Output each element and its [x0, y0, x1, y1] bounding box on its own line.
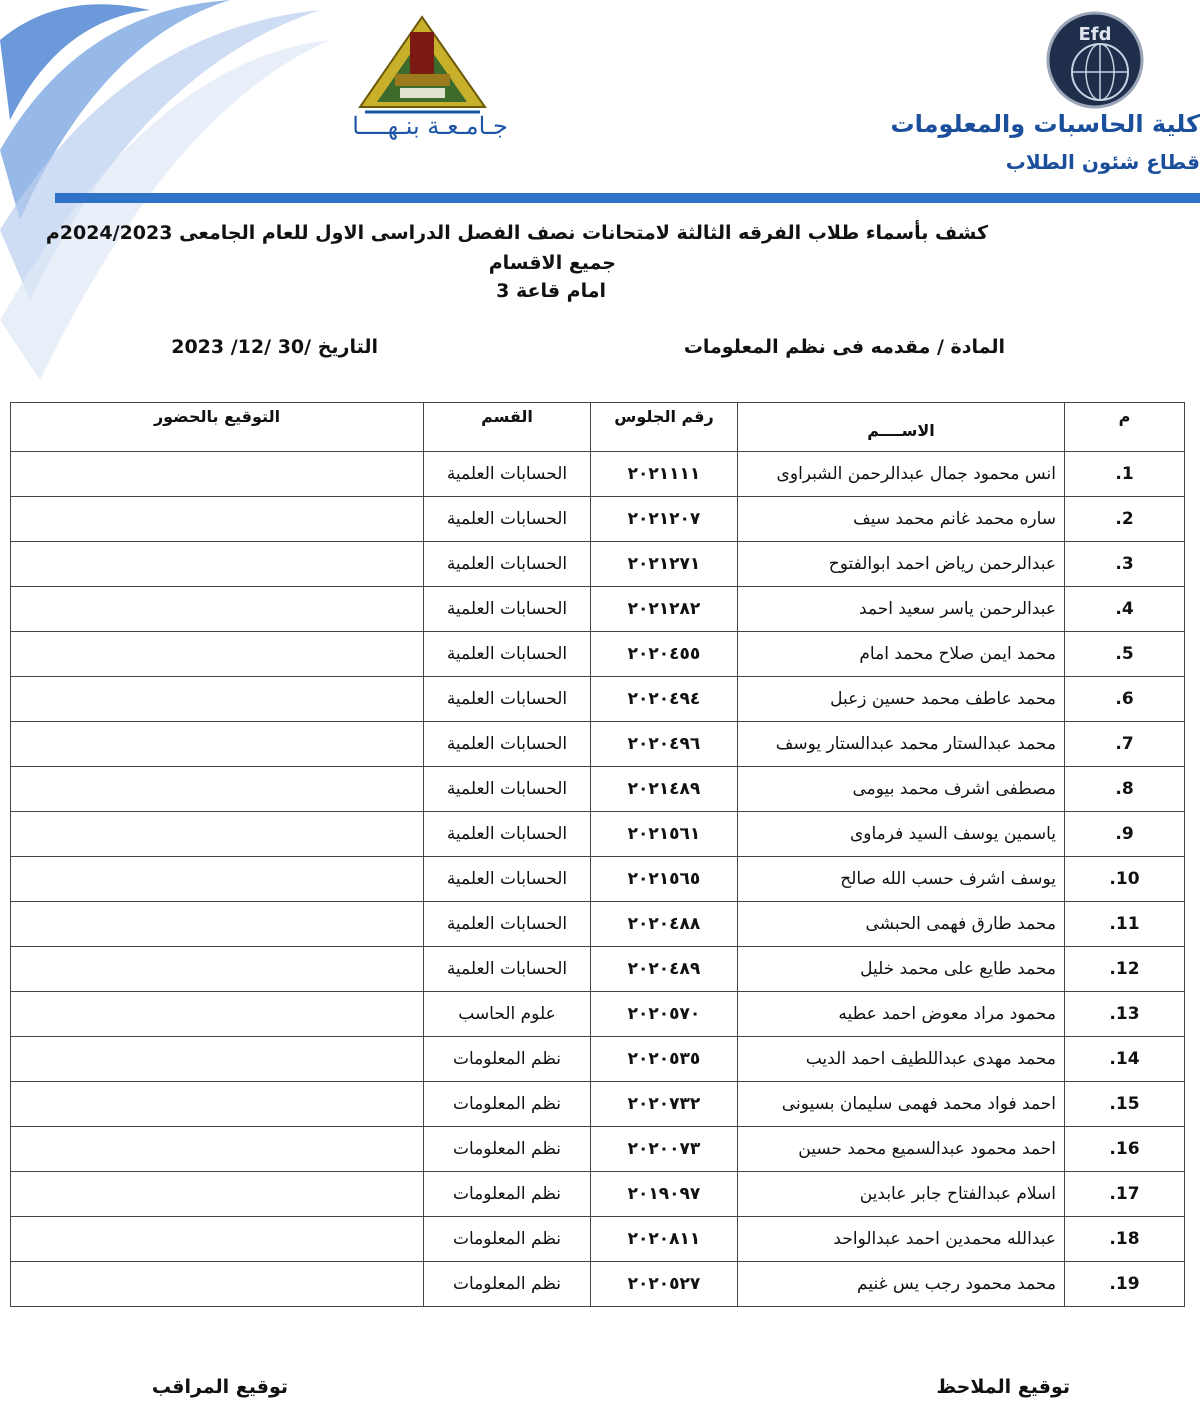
faculty-logo-text: Efd — [1078, 24, 1112, 45]
row-number: 15. — [1065, 1082, 1185, 1127]
student-name: مصطفى اشرف محمد بيومى — [738, 767, 1065, 812]
seat-number: ٢٠٢٠٠٧٣ — [591, 1127, 738, 1172]
document-header — [0, 0, 1200, 210]
row-number: 16. — [1065, 1127, 1185, 1172]
row-number: 14. — [1065, 1037, 1185, 1082]
table-row — [11, 812, 1185, 857]
row-number: 7. — [1065, 722, 1185, 767]
table-row — [11, 1127, 1185, 1172]
department: الحسابات العلمية — [424, 857, 591, 902]
student-name: محمد مهدى عبداللطيف احمد الديب — [738, 1037, 1065, 1082]
table-row — [11, 587, 1185, 632]
seat-number: ٢٠٢٠٤٨٩ — [591, 947, 738, 992]
seat-number: ٢٠٢١٥٦٥ — [591, 857, 738, 902]
student-name: احمد محمود عبدالسميع محمد حسين — [738, 1127, 1065, 1172]
table-row — [11, 767, 1185, 812]
attendance-signature-cell[interactable] — [11, 632, 424, 677]
department: الحسابات العلمية — [424, 452, 591, 497]
seat-number: ٢٠٢١٤٨٩ — [591, 767, 738, 812]
header-name — [738, 403, 1065, 452]
row-number: 9. — [1065, 812, 1185, 857]
attendance-signature-cell[interactable] — [11, 902, 424, 947]
student-name: ساره محمد غانم محمد سيف — [738, 497, 1065, 542]
student-name: محمد طايع على محمد خليل — [738, 947, 1065, 992]
attendance-signature-cell[interactable] — [11, 587, 424, 632]
seat-number: ٢٠٢٠٤٩٤ — [591, 677, 738, 722]
row-number: 10. — [1065, 857, 1185, 902]
header-seat-number: رقم الجلوس — [591, 403, 738, 452]
student-name: احمد فواد محمد فهمى سليمان بسيونى — [738, 1082, 1065, 1127]
attendance-signature-cell[interactable] — [11, 992, 424, 1037]
student-name: عبدالله محمدين احمد عبدالواحد — [738, 1217, 1065, 1262]
row-number: 17. — [1065, 1172, 1185, 1217]
attendance-signature-cell[interactable] — [11, 1082, 424, 1127]
attendance-signature-cell[interactable] — [11, 452, 424, 497]
department: الحسابات العلمية — [424, 812, 591, 857]
row-number: 1. — [1065, 452, 1185, 497]
student-name: ياسمين يوسف السيد فرماوى — [738, 812, 1065, 857]
faculty-name: كلية الحاسبات والمعلومات — [890, 110, 1200, 138]
university-name: جـامـعـة بنـهــــا — [352, 112, 508, 140]
department: الحسابات العلمية — [424, 677, 591, 722]
attendance-signature-cell[interactable] — [11, 1217, 424, 1262]
header-department: القسم — [424, 403, 591, 452]
student-name: اسلام عبدالفتاح جابر عابدين — [738, 1172, 1065, 1217]
department: الحسابات العلمية — [424, 587, 591, 632]
department: نظم المعلومات — [424, 1217, 591, 1262]
faculty-sub-title: قطاع شئون الطلاب — [1005, 150, 1200, 174]
table-row — [11, 1217, 1185, 1262]
table-row — [11, 902, 1185, 947]
table-row — [11, 1037, 1185, 1082]
department: نظم المعلومات — [424, 1037, 591, 1082]
table-body — [11, 452, 1185, 1307]
table-row — [11, 677, 1185, 722]
department: الحسابات العلمية — [424, 902, 591, 947]
table-row — [11, 452, 1185, 497]
subject-label: المادة / مقدمه فى نظم المعلومات — [683, 336, 1005, 358]
department: الحسابات العلمية — [424, 767, 591, 812]
table-row — [11, 497, 1185, 542]
attendance-signature-cell[interactable] — [11, 812, 424, 857]
seat-number: ٢٠٢١٥٦١ — [591, 812, 738, 857]
attendance-signature-cell[interactable] — [11, 1172, 424, 1217]
department: نظم المعلومات — [424, 1082, 591, 1127]
attendance-signature-cell[interactable] — [11, 767, 424, 812]
row-number: 12. — [1065, 947, 1185, 992]
row-number: 2. — [1065, 497, 1185, 542]
seat-number: ٢٠٢١٢٧١ — [591, 542, 738, 587]
row-number: 3. — [1065, 542, 1185, 587]
seat-number: ٢٠٢٠٤٥٥ — [591, 632, 738, 677]
department: نظم المعلومات — [424, 1262, 591, 1307]
benha-university-emblem — [355, 12, 490, 122]
header-num: م — [1065, 403, 1185, 452]
row-number: 5. — [1065, 632, 1185, 677]
department: نظم المعلومات — [424, 1127, 591, 1172]
date-label: التاريخ /30 /12/ 2023 — [171, 336, 378, 358]
seat-number: ٢٠٢٠٤٨٨ — [591, 902, 738, 947]
table-row — [11, 542, 1185, 587]
row-number: 19. — [1065, 1262, 1185, 1307]
seat-number: ٢٠١٩٠٩٧ — [591, 1172, 738, 1217]
row-number: 18. — [1065, 1217, 1185, 1262]
student-name: عبدالرحمن رياض احمد ابوالفتوح — [738, 542, 1065, 587]
department: الحسابات العلمية — [424, 542, 591, 587]
attendance-signature-cell[interactable] — [11, 857, 424, 902]
department: الحسابات العلمية — [424, 632, 591, 677]
header-name-text: الاســــم — [867, 421, 935, 440]
student-name: محمد عاطف محمد حسين زعبل — [738, 677, 1065, 722]
table-row — [11, 857, 1185, 902]
department: الحسابات العلمية — [424, 497, 591, 542]
table-row — [11, 947, 1185, 992]
seat-number: ٢٠٢١١١١ — [591, 452, 738, 497]
row-number: 4. — [1065, 587, 1185, 632]
student-name: عبدالرحمن ياسر سعيد احمد — [738, 587, 1065, 632]
title-line-2: جميع الاقسام — [488, 252, 616, 274]
department: علوم الحاسب — [424, 992, 591, 1037]
table-row — [11, 1262, 1185, 1307]
table-row — [11, 632, 1185, 677]
department: الحسابات العلمية — [424, 947, 591, 992]
supervisor-signature-label: توقيع المراقب — [151, 1376, 288, 1398]
attendance-signature-cell[interactable] — [11, 1127, 424, 1172]
table-row — [11, 1082, 1185, 1127]
student-name: يوسف اشرف حسب الله صالح — [738, 857, 1065, 902]
seat-number: ٢٠٢٠٥٢٧ — [591, 1262, 738, 1307]
attendance-signature-cell[interactable] — [11, 542, 424, 587]
row-number: 8. — [1065, 767, 1185, 812]
title-line-1: كشف بأسماء طلاب الفرقه الثالثة لامتحانات نصف الفصل الدراسى الاول للعام الجامعى 2024/2023م — [45, 222, 988, 244]
attendance-signature-cell[interactable] — [11, 497, 424, 542]
row-number: 11. — [1065, 902, 1185, 947]
faculty-logo — [1045, 10, 1145, 110]
attendance-signature-cell[interactable] — [11, 677, 424, 722]
attendance-signature-cell[interactable] — [11, 1262, 424, 1307]
student-name: انس محمود جمال عبدالرحمن الشبراوى — [738, 452, 1065, 497]
student-name: محمد محمود رجب يس غنيم — [738, 1262, 1065, 1307]
attendance-signature-cell[interactable] — [11, 947, 424, 992]
header-attendance-signature: التوقيع بالحضور — [11, 403, 424, 452]
seat-number: ٢٠٢١٢٨٢ — [591, 587, 738, 632]
table-row — [11, 722, 1185, 767]
seat-number: ٢٠٢٠٨١١ — [591, 1217, 738, 1262]
observer-signature-label: توقيع الملاحظ — [936, 1376, 1070, 1398]
table-row — [11, 1172, 1185, 1217]
seat-number: ٢٠٢٠٥٧٠ — [591, 992, 738, 1037]
attendance-signature-cell[interactable] — [11, 1037, 424, 1082]
student-roster-table — [10, 402, 1185, 1307]
student-name: محمد طارق فهمى الحبشى — [738, 902, 1065, 947]
student-name: محمود مراد معوض احمد عطيه — [738, 992, 1065, 1037]
attendance-signature-cell[interactable] — [11, 722, 424, 767]
department: الحسابات العلمية — [424, 722, 591, 767]
department: نظم المعلومات — [424, 1172, 591, 1217]
seat-number: ٢٠٢٠٤٩٦ — [591, 722, 738, 767]
student-name: محمد ايمن صلاح محمد امام — [738, 632, 1065, 677]
seat-number: ٢٠٢٠٧٣٢ — [591, 1082, 738, 1127]
seat-number: ٢٠٢٠٥٣٥ — [591, 1037, 738, 1082]
student-name: محمد عبدالستار محمد عبدالستار يوسف — [738, 722, 1065, 767]
row-number: 6. — [1065, 677, 1185, 722]
header-divider-bar — [55, 193, 1200, 203]
seat-number: ٢٠٢١٢٠٧ — [591, 497, 738, 542]
row-number: 13. — [1065, 992, 1185, 1037]
table-row — [11, 992, 1185, 1037]
table-header-row — [11, 403, 1185, 452]
title-line-3: امام قاعة 3 — [496, 280, 606, 302]
